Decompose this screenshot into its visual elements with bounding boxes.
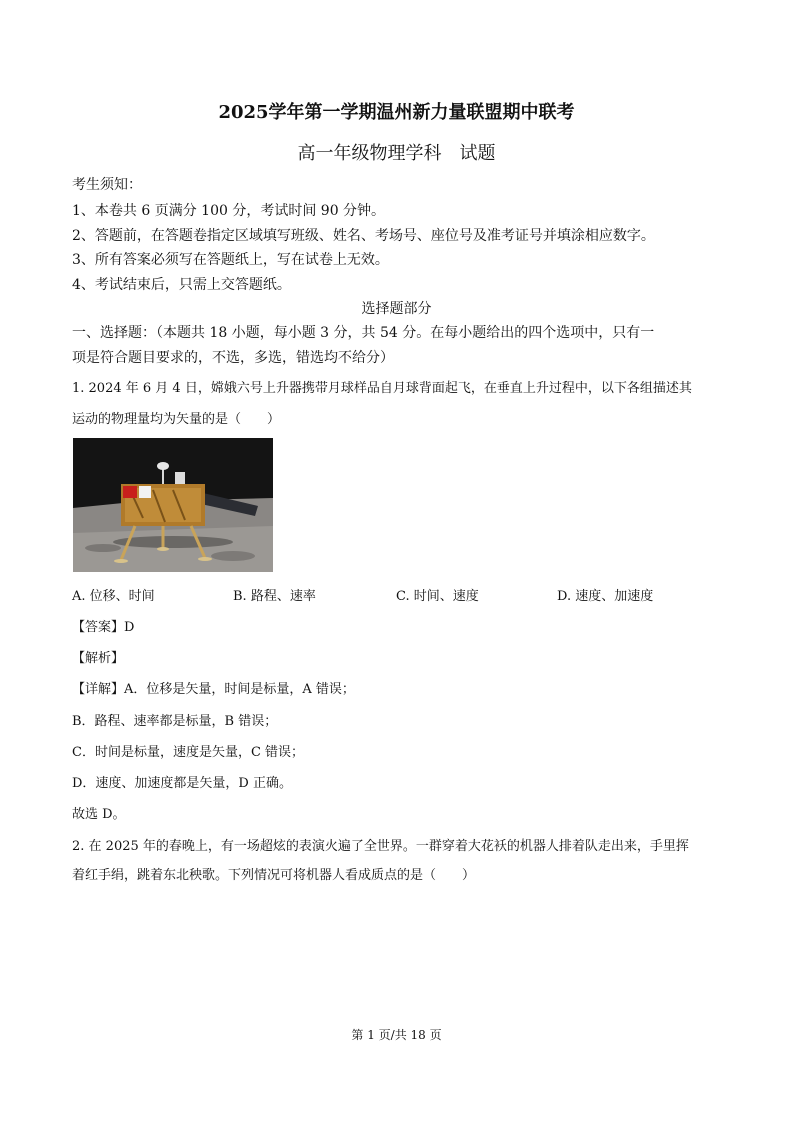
question-1-option-a: A. 位移、时间: [72, 589, 155, 604]
question-1-option-b: B. 路程、速率: [233, 589, 316, 604]
question-1-detail-a: 【详解】A．位移是矢量，时间是标量，A 错误；: [72, 682, 355, 697]
section-title: 选择题部分: [361, 301, 432, 317]
exam-subtitle: 高一年级物理学科 试题: [297, 143, 496, 164]
exam-title: 2025学年第一学期温州新力量联盟期中联考: [218, 102, 575, 123]
notice-item-4: 4、考试结束后，只需上交答题纸。: [72, 277, 291, 293]
page-footer: 第 1 页/共 18 页: [351, 1028, 442, 1042]
notice-item-3: 3、所有答案必须写在答题纸上，写在试卷上无效。: [72, 252, 389, 268]
question-1-detail-d: D．速度、加速度都是矢量，D 正确。: [72, 776, 292, 791]
notice-item-1: 1、本卷共 6 页满分 100 分，考试时间 90 分钟。: [72, 203, 386, 219]
question-1-stem-line1: 1. 2024 年 6 月 4 日，嫦娥六号上升器携带月球样品自月球背面起飞，在垂直上升过程中，以下各组描述其: [72, 381, 692, 396]
question-1-answer: 【答案】D: [72, 620, 135, 635]
question-1-conclusion: 故选 D。: [72, 807, 126, 822]
section-instruction-line1: 一、选择题：（本题共 18 小题，每小题 3 分，共 54 分。在每小题给出的四个选项中，只有一: [72, 325, 655, 341]
question-2-stem-line1: 2. 在 2025 年的春晚上，有一场超炫的表演火遍了全世界。一群穿着大花袄的机器人排着队走出来，手里挥: [72, 839, 689, 854]
question-1-analysis-label: 【解析】: [72, 651, 125, 666]
lunar-lander-photo: [73, 438, 273, 572]
notice-item-2: 2、答题前，在答题卷指定区域填写班级、姓名、考场号、座位号及准考证号并填涂相应数字。: [72, 228, 655, 244]
question-1-option-d: D. 速度、加速度: [557, 589, 654, 604]
question-2-stem-line2: 着红手绢，跳着东北秧歌。下列情况可将机器人看成质点的是（ ）: [72, 868, 476, 883]
question-1-detail-b: B．路程、速率都是标量，B 错误；: [72, 714, 278, 729]
section-instruction-line2: 项是符合题目要求的，不选，多选，错选均不给分）: [72, 350, 394, 366]
question-1-option-c: C. 时间、速度: [396, 589, 479, 604]
question-1-detail-c: C．时间是标量，速度是矢量，C 错误；: [72, 745, 305, 760]
notice-heading: 考生须知：: [72, 177, 142, 193]
question-1-stem-line2: 运动的物理量均为矢量的是（ ）: [72, 412, 281, 427]
